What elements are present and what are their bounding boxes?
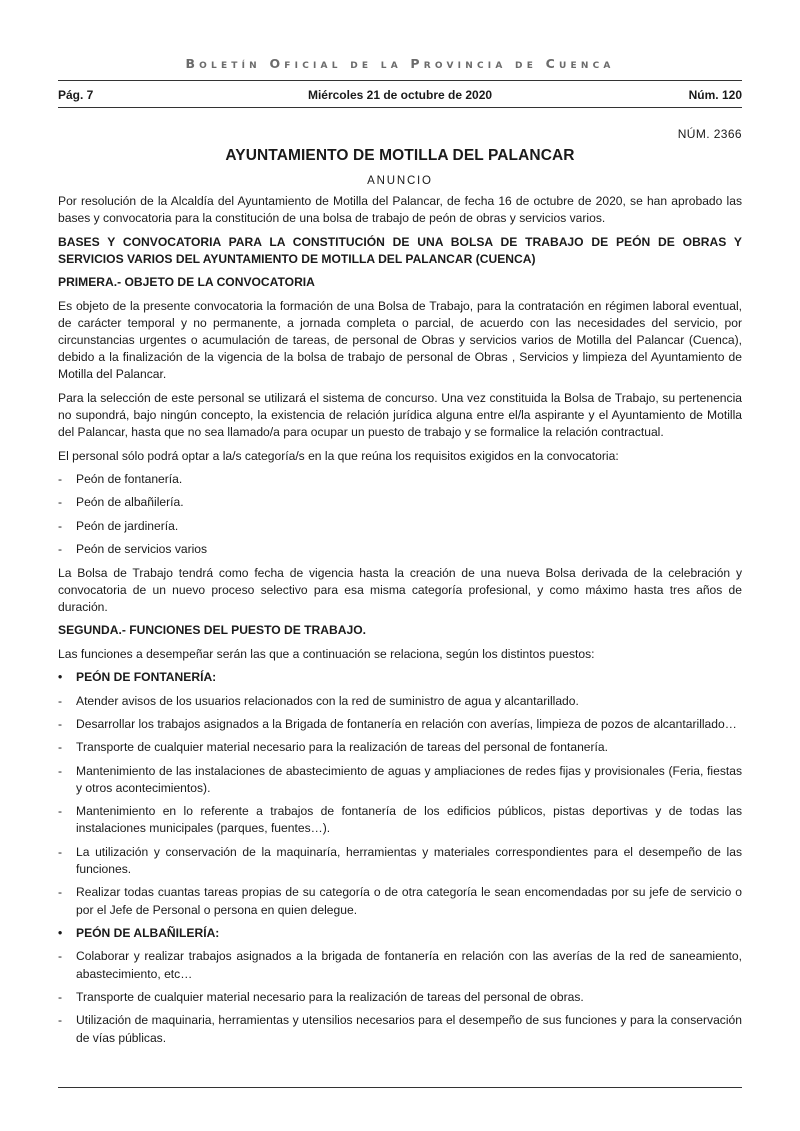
list-item-text: Realizar todas cuantas tareas propias de su categoría o de otra categoría le sean encomendadas por su jefe de servicio o por el Jefe de Personal o persona en quien delegue. (76, 885, 742, 917)
list-item-text: Mantenimiento en lo referente a trabajos de fontanería de los edificios públicos, pistas deportivas y de todas las instalaciones municipales (parques, fuentes…). (76, 804, 742, 836)
dash-marker: - (58, 495, 63, 510)
dash-marker: - (58, 949, 63, 964)
list-item-text: Atender avisos de los usuarios relacionados con la red de suministro de agua y alcantarillado. (76, 693, 579, 708)
list-item-text: La utilización y conservación de la maquinaría, herramientas y materiales correspondientes para el desempeño de las funciones. (76, 844, 742, 877)
list-item-text: Mantenimiento de las instalaciones de abastecimiento de aguas y ampliaciones de redes fijas y provisionales (Feria, fiestas y otros acontecimientos). (76, 763, 742, 795)
header-page-number: Pág. 7 (58, 88, 94, 102)
bullet-heading-text: PEÓN DE ALBAÑILERÍA: (76, 926, 220, 941)
announcement-number: NÚM. 2366 (677, 127, 742, 141)
dash-marker: - (58, 1013, 63, 1028)
paragraph-vigencia: La Bolsa de Trabajo tendrá como fecha de vigencia hasta la creación de una nueva Bolsa derivada de la celebración y convocatoria de un nuevo proceso selectivo para esa misma categoría profesional, y como máximo hasta tres años de duración. (58, 565, 742, 614)
list-item (58, 989, 742, 1006)
dash-marker: - (58, 804, 63, 819)
dash-marker: - (58, 518, 63, 533)
dash-marker: - (58, 990, 63, 1005)
list-item (58, 739, 742, 756)
dash-marker: - (58, 763, 63, 778)
list-item (58, 884, 742, 918)
header-date: Miércoles 21 de octubre de 2020 (307, 88, 493, 102)
list-item (58, 1012, 742, 1046)
list-item-text: Peón de servicios varios (76, 542, 208, 557)
list-item (58, 518, 742, 535)
list-item (58, 494, 742, 511)
list-item-text: Peón de albañilería. (76, 495, 184, 510)
bullet-heading-fontaneria (58, 669, 742, 686)
header-issue-number: Núm. 120 (688, 88, 742, 102)
bullet-marker: • (58, 926, 63, 941)
dash-marker: - (58, 844, 63, 859)
list-item-text: Peón de jardinería. (76, 518, 179, 533)
paragraph-seleccion: Para la selección de este personal se utilizará el sistema de concurso. Una vez constituida la Bolsa de Trabajo, su pertenencia no supondrá, bajo ningún concepto, la existencia de relación jurídica alguna entre el/la aspirante y el Ayuntamiento de Motilla del Palancar, hasta que no sea llamado/a para ocupar un puesto de trabajo y se formalice la relación contractual. (58, 390, 742, 440)
list-item-text: Transporte de cualquier material necesario para la realización de tareas del personal de obras. (76, 990, 584, 1005)
list-item (58, 471, 742, 488)
section-heading-bases: BASES Y CONVOCATORIA PARA LA CONSTITUCIÓN DE UNA BOLSA DE TRABAJO DE PEÓN DE OBRAS Y SERVICIOS VARIOS DEL AYUNTAMIENTO DE MOTILLA DEL PALANCAR (CUENCA) (58, 234, 742, 266)
header-rule (58, 107, 742, 108)
list-item-text: Transporte de cualquier material necesario para la realización de tareas del personal de fontanería. (76, 740, 608, 755)
dash-marker: - (58, 471, 63, 486)
bullet-heading-text: PEÓN DE FONTANERÍA: (76, 670, 217, 685)
list-item-text: Peón de fontanería. (76, 471, 183, 486)
dash-marker: - (58, 740, 63, 755)
dash-marker: - (58, 693, 63, 708)
list-item (58, 693, 742, 710)
list-item (58, 716, 742, 733)
bullet-heading-albanileria (58, 925, 742, 942)
list-item (58, 763, 742, 797)
masthead-rule (58, 80, 742, 81)
document-subtitle: ANUNCIO (367, 175, 433, 187)
list-item (58, 844, 742, 878)
paragraph-objeto: Es objeto de la presente convocatoria la formación de una Bolsa de Trabajo, para la contratación en régimen laboral eventual, de carácter temporal y no permanente, a jornada completa o parcial, de acuerdo con las necesidades del servicio, por circunstancias urgentes o acumulación de tareas, de personal de Obras y servicios varios de Motilla del Palancar (Cuenca), debido a la finalización de la vigencia de la bolsa de trabajo de personal de Obras , Servicios y limpieza del Ayuntamiento de Motilla del Palancar. (58, 298, 742, 382)
bulletin-masthead: Boletín Oficial de la Provincia de Cuenca (185, 56, 615, 71)
intro-paragraph: Por resolución de la Alcaldía del Ayuntamiento de Motilla del Palancar, de fecha 16 de octubre de 2020, se han aprobado las bases y convocatoria para la constitución de una bolsa de trabajo de peón de obras y servicios varios. (58, 194, 742, 226)
bullet-marker: • (58, 670, 63, 685)
paragraph-funciones: Las funciones a desempeñar serán las que a continuación se relaciona, según los distintos puestos: (58, 646, 595, 661)
list-item-text: Desarrollar los trabajos asignados a la Brigada de fontanería en relación con averías, limpieza de pozos de alcantarillado… (76, 716, 737, 731)
document-body (58, 193, 742, 1053)
dash-marker: - (58, 716, 63, 731)
list-item (58, 803, 742, 837)
section-heading-primera: PRIMERA.- OBJETO DE LA CONVOCATORIA (58, 275, 315, 290)
dash-marker: - (58, 542, 63, 557)
list-item (58, 948, 742, 982)
footer-rule (58, 1087, 742, 1088)
list-item-text: Colaborar y realizar trabajos asignados a la brigada de fontanería en relación con las averías de la red de saneamiento, abastecimiento, etc… (76, 949, 742, 981)
list-item (58, 541, 742, 558)
section-heading-segunda: SEGUNDA.- FUNCIONES DEL PUESTO DE TRABAJO. (58, 623, 366, 638)
dash-marker: - (58, 885, 63, 900)
document-title: AYUNTAMIENTO DE MOTILLA DEL PALANCAR (225, 147, 575, 164)
list-item-text: Utilización de maquinaria, herramientas y utensilios necesarios para el desempeño de sus funciones y para la conservación de vías públicas. (76, 1013, 742, 1045)
paragraph-categorias: El personal sólo podrá optar a la/s categoría/s en la que reúna los requisitos exigidos en la convocatoria: (58, 448, 619, 463)
